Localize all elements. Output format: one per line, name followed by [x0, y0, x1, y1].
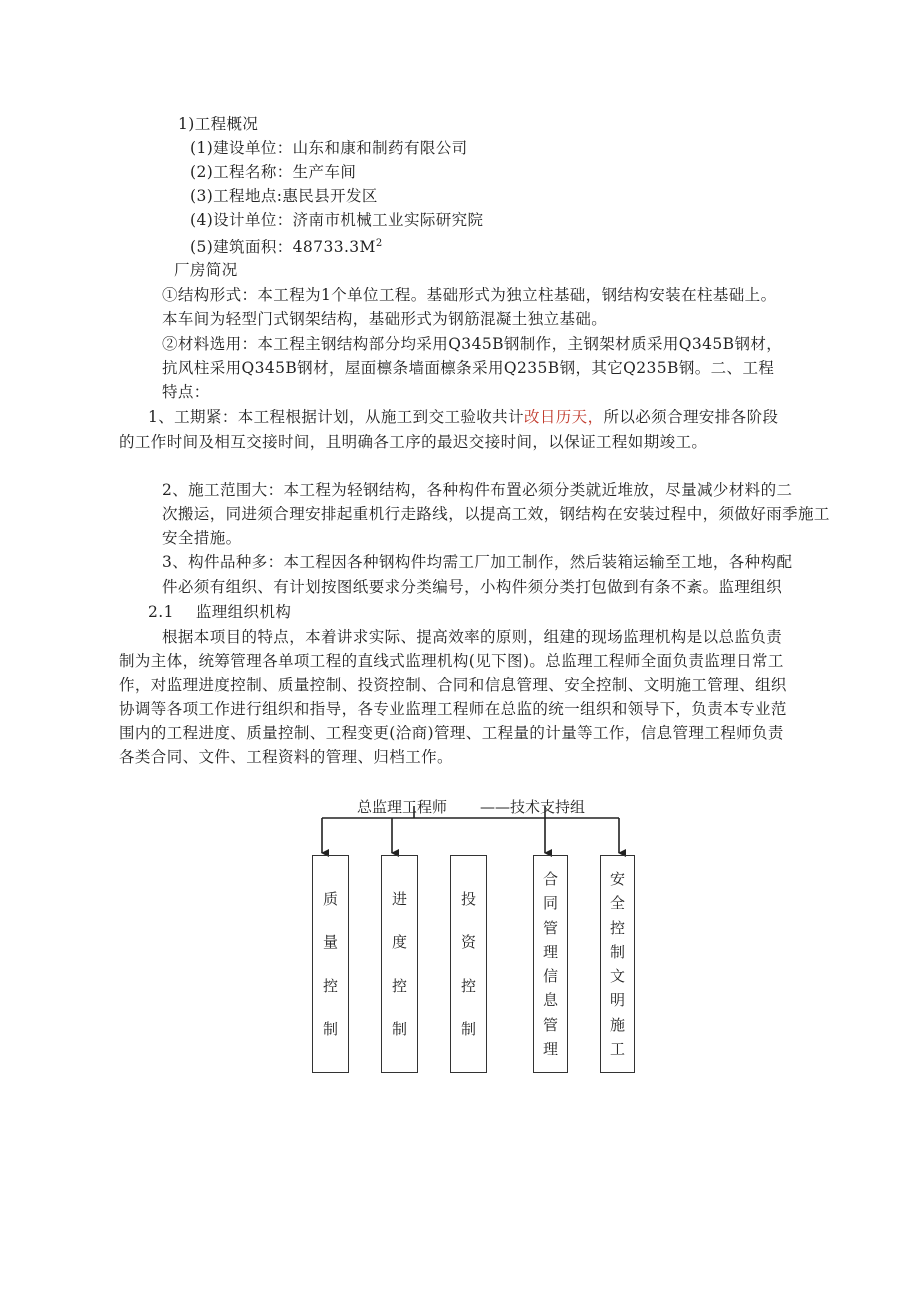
item-designer: (4)设计单位：济南市机械工业实际研究院: [190, 211, 484, 229]
box-contract-info-management: [533, 855, 568, 1073]
box-char: 明: [609, 991, 625, 1010]
org-paragraph-line-2: 制为主体，统筹管理各单项工程的直线式监理机构(见下图)。总监理工程师全面负责监理日常工: [119, 652, 784, 670]
material-line-3: 特点：: [162, 383, 210, 401]
org-paragraph-line-4: 协调等各项工作进行组织和指导，各专业监理工程师在总监的统一组织和领导下，负责本专业范: [119, 700, 787, 718]
box-char: 施: [609, 1015, 625, 1034]
org-heading-number: 2.1: [148, 603, 174, 621]
box-investment-control: [450, 855, 487, 1073]
box-char: 制: [609, 942, 625, 961]
tech-support-label: ——技术支持组: [480, 798, 586, 816]
feature-1-pre: 1、工期紧：本工程根据计划，从施工到交工验收共计: [148, 408, 524, 426]
item-area-superscript: 2: [375, 238, 383, 249]
box-char: 工: [609, 1039, 625, 1058]
box-char: 理: [542, 942, 558, 961]
feature-3-line-1: 3、构件品种多：本工程因各种钢构件均需工厂加工制作，然后装箱运输至工地，各种构配: [162, 553, 793, 571]
org-paragraph-line-6: 各类合同、文件、工程资料的管理、归档工作。: [119, 748, 453, 766]
chief-engineer-label: 总监理工程师: [357, 798, 448, 816]
box-char: 全: [609, 894, 625, 913]
box-progress-control: [381, 855, 418, 1073]
item-location: (3)工程地点:惠民县开发区: [190, 187, 378, 205]
box-char: 息: [542, 991, 558, 1010]
box-char: 度: [391, 933, 407, 952]
feature-2-line-3: 安全措施。: [162, 529, 242, 547]
box-char: 制: [460, 1020, 476, 1039]
structure-line-1: ①结构形式：本工程为1个单位工程。基础形式为独立柱基础，钢结构安装在柱基础上。: [162, 286, 777, 304]
box-char: 量: [322, 933, 338, 952]
box-char: 合: [542, 870, 558, 889]
item-builder: (1)建设单位：山东和康和制药有限公司: [190, 139, 468, 157]
feature-3-line-2: 件必须有组织、有计划按图纸要求分类编号，小构件须分类打包做到有条不紊。监理组织: [162, 578, 783, 596]
section-heading-overview: 1)工程概况: [178, 115, 259, 133]
box-char: 信: [542, 967, 558, 986]
material-line-2: 抗风柱采用Q345B钢材，屋面檩条墙面檩条采用Q235B钢，其它Q235B钢。二、工程: [162, 359, 775, 377]
box-char: 制: [391, 1020, 407, 1039]
item-area-text: (5)建筑面积：48733.3M: [190, 238, 376, 257]
structure-line-2: 本车间为轻型门式钢架结构，基础形式为钢筋混凝土独立基础。: [162, 310, 608, 328]
feature-1-red: 改日历天，: [523, 408, 604, 426]
org-paragraph-line-5: 围内的工程进度、质量控制、工程变更(洽商)管理、工程量的计量等工作，信息管理工程师负责: [119, 724, 784, 742]
box-safety-civilized-construction: [600, 855, 635, 1073]
feature-1-line-2: 的工作时间及相互交接时间，且明确各工序的最迟交接时间，以保证工程如期竣工。: [119, 433, 708, 451]
box-char: 安: [609, 870, 625, 889]
feature-2-line-2: 次搬运，同进须合理安排起重机行走路线，以提高工效，钢结构在安装过程中，须做好雨季施工: [162, 505, 830, 523]
box-char: 控: [460, 976, 476, 995]
box-char: 控: [322, 976, 338, 995]
material-line-1: ②材料选用：本工程主钢结构部分均采用Q345B钢制作，主钢架材质采用Q345B钢材，: [162, 335, 783, 353]
box-char: 进: [391, 889, 407, 908]
box-char: 投: [460, 889, 476, 908]
box-char: 文: [609, 967, 625, 986]
box-char: 资: [460, 933, 476, 952]
org-paragraph-line-3: 作，对监理进度控制、质量控制、投资控制、合同和信息管理、安全控制、文明施工管理、组织: [119, 676, 787, 694]
box-char: 质: [322, 889, 338, 908]
box-char: 控: [609, 918, 625, 937]
item-project-name: (2)工程名称：生产车间: [190, 163, 357, 181]
org-paragraph-line-1: 根据本项目的特点，本着讲求实际、提高效率的原则，组建的现场监理机构是以总监负责: [162, 628, 783, 646]
box-char: 控: [391, 976, 407, 995]
box-char: 制: [322, 1020, 338, 1039]
feature-1-post: 所以必须合理安排各阶段: [603, 408, 779, 426]
box-char: 同: [542, 894, 558, 913]
box-quality-control: [312, 855, 349, 1073]
feature-2-line-1: 2、施工范围大：本工程为轻钢结构，各种构件布置必须分类就近堆放，尽量减少材料的二: [162, 481, 793, 499]
box-char: 管: [542, 1015, 558, 1034]
factory-heading: 厂房简况: [174, 261, 238, 279]
org-heading-text: 监理组织机构: [195, 603, 292, 621]
box-char: 理: [542, 1039, 558, 1058]
box-char: 管: [542, 918, 558, 937]
